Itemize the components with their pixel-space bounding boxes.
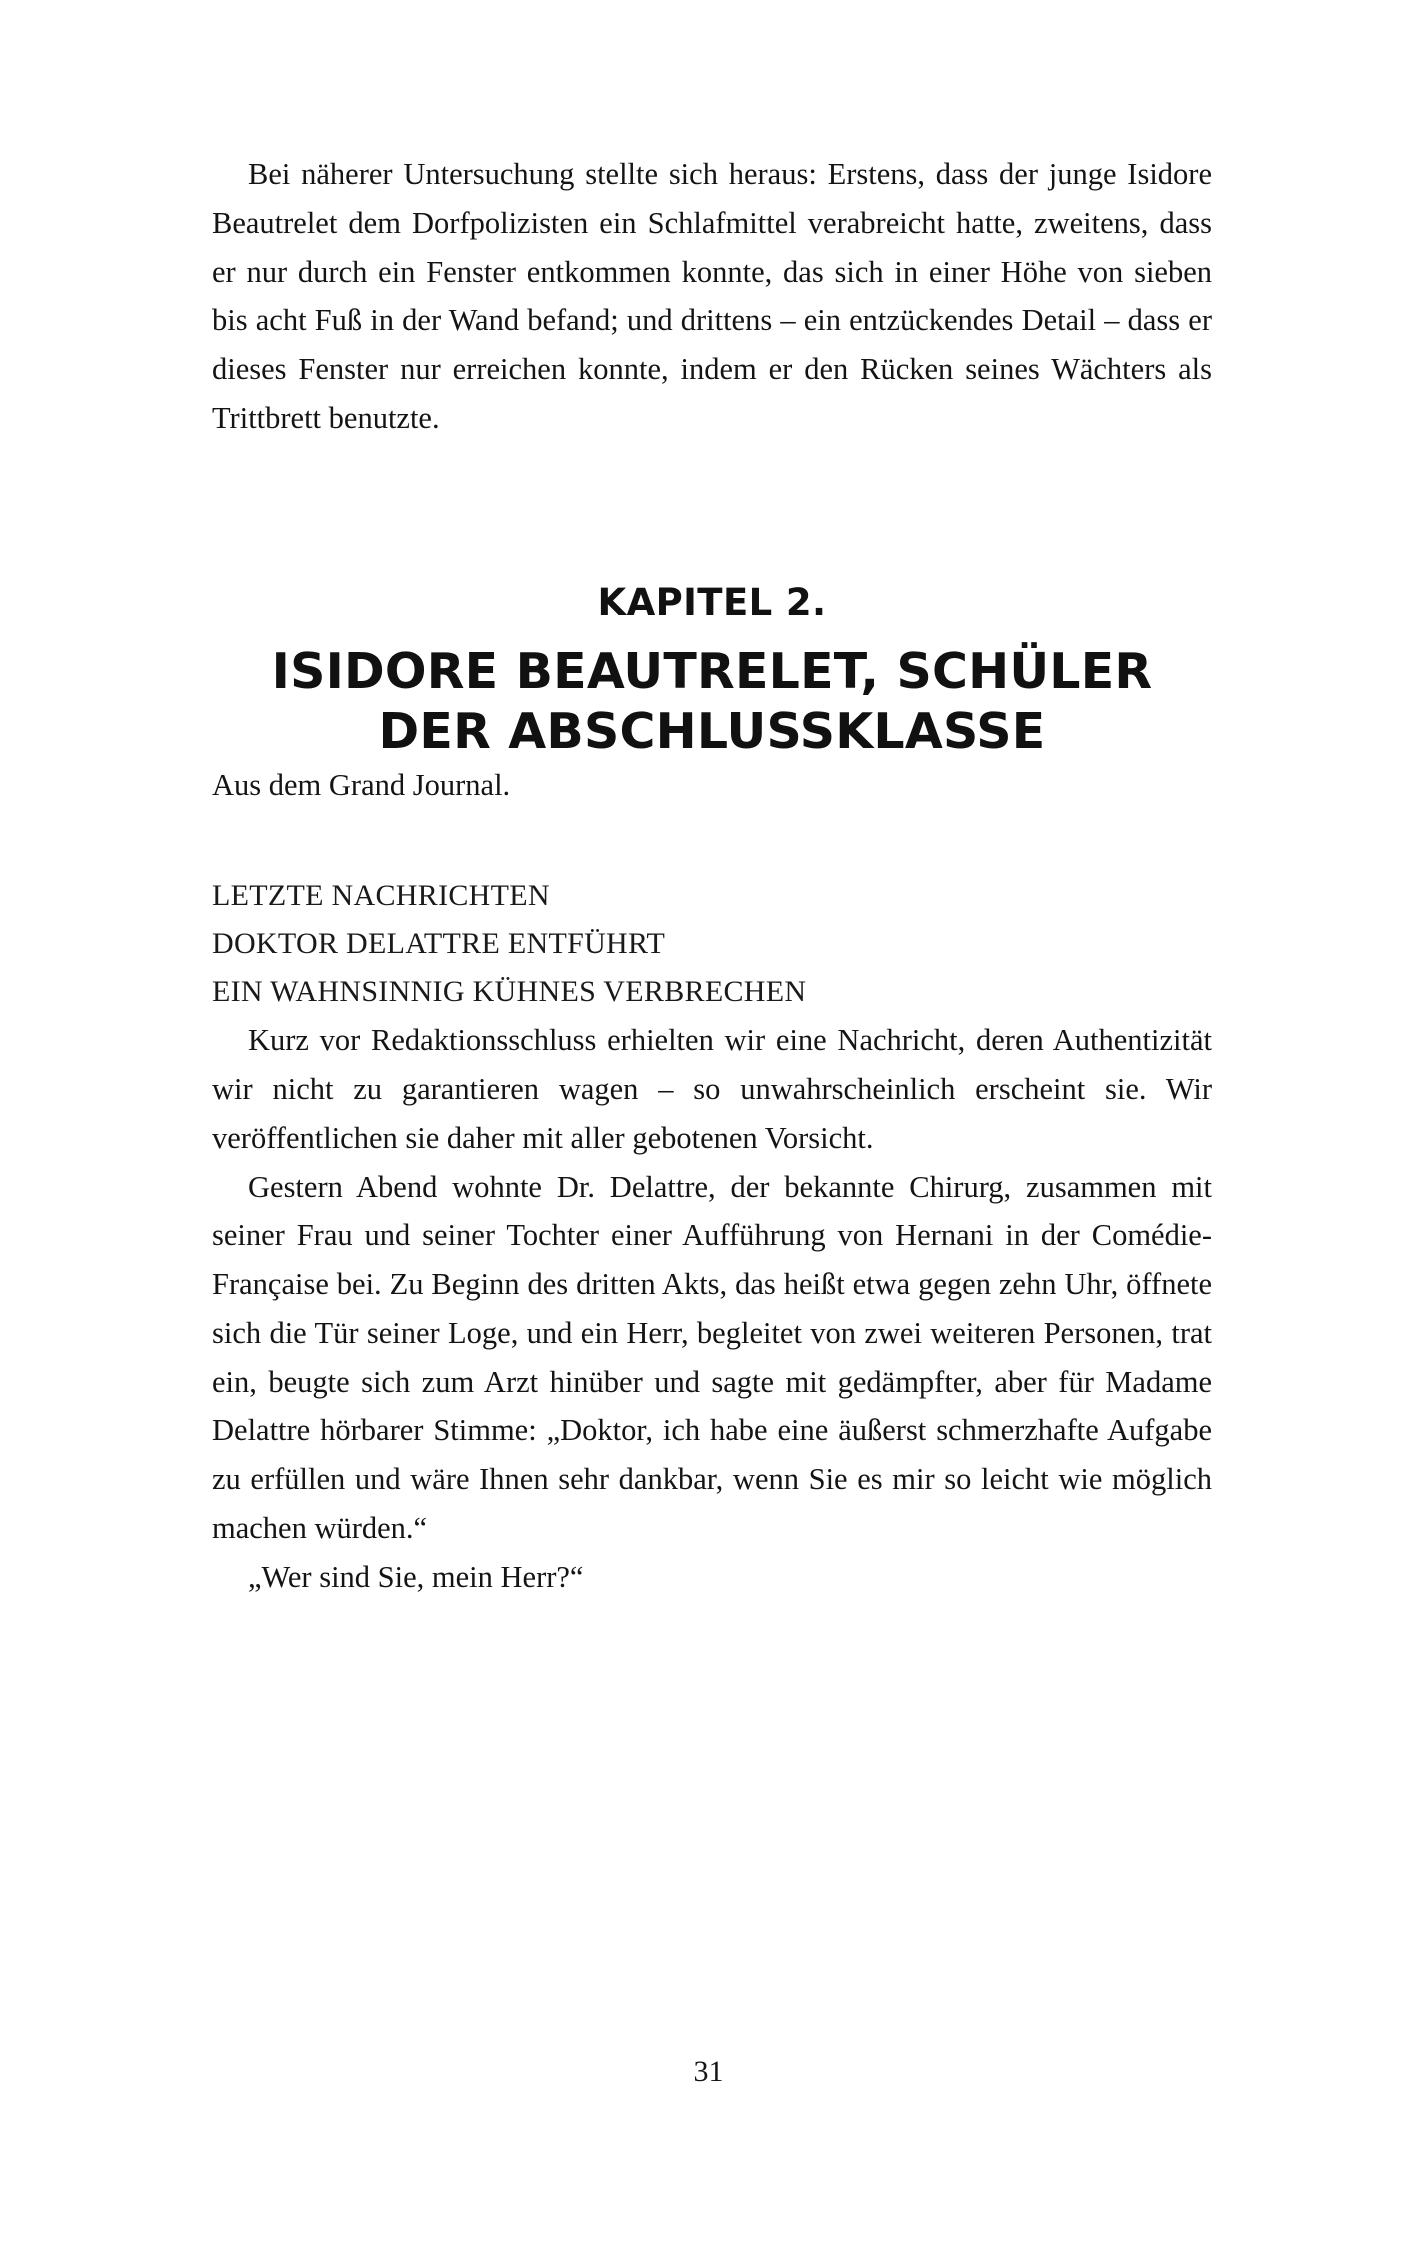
headline-3: EIN WAHNSINNIG KÜHNES VERBRECHEN — [212, 975, 807, 1009]
chapter-heading — [212, 581, 1212, 762]
newspaper-headlines — [212, 872, 1212, 1016]
page-content — [212, 150, 1212, 1602]
article-paragraph-2: Gestern Abend wohnte Dr. Delattre, der bekannte Chirurg, zusammen mit seiner Frau und seiner Tochter einer Aufführung von Hernani in der Comédie-Française bei. Zu Beginn des dritten Akts, das heißt etwa gegen zehn Uhr, öffnete sich die Tür seiner Loge, und ein Herr, begleitet von zwei weiteren Personen, trat ein, beugte sich zum Arzt hinüber und sagte mit gedämpfter, aber für Madame Delattre hörbarer Stimme: „Doktor, ich habe eine äußerst schmerzhafte Aufgabe zu erfüllen und wäre Ihnen sehr dankbar, wenn Sie es mir so leicht wie möglich machen würden.“ — [212, 1169, 1212, 1546]
headline-1: LETZTE NACHRICHTEN — [212, 879, 550, 913]
headline-2: DOKTOR DELATTRE ENTFÜHRT — [212, 927, 666, 961]
chapter-number: KAPITEL 2. — [597, 580, 827, 624]
article-paragraph-1: Kurz vor Redaktionsschluss erhielten wir eine Nachricht, deren Authentizität wir nicht zu garantieren wagen – so unwahrscheinlich erscheint sie. Wir veröffentlichen sie daher mit aller gebotenen Vorsicht. — [212, 1023, 1212, 1155]
article-paragraph-3: „Wer sind Sie, mein Herr?“ — [248, 1559, 584, 1594]
source-attribution: Aus dem Grand Journal. — [212, 768, 511, 803]
chapter-title-line-1: ISIDORE BEAUTRELET, SCHÜLER — [271, 642, 1153, 700]
opening-paragraph: Bei näherer Untersuchung stellte sich heraus: Erstens, dass der junge Isidore Beautrelet dem Dorfpolizisten ein Schlafmittel verabreicht hatte, zweitens, dass er nur durch ein Fenster entkommen konnte, das sich in einer Höhe von sieben bis acht Fuß in der Wand befand; und drittens – ein entzückendes Detail – dass er dieses Fenster nur erreichen konnte, indem er den Rücken seines Wächters als Trittbrett benutzte. — [212, 157, 1212, 435]
page-number: 31 — [693, 2055, 724, 2088]
chapter-title-line-2: DER ABSCHLUSSKLASSE — [378, 702, 1046, 760]
